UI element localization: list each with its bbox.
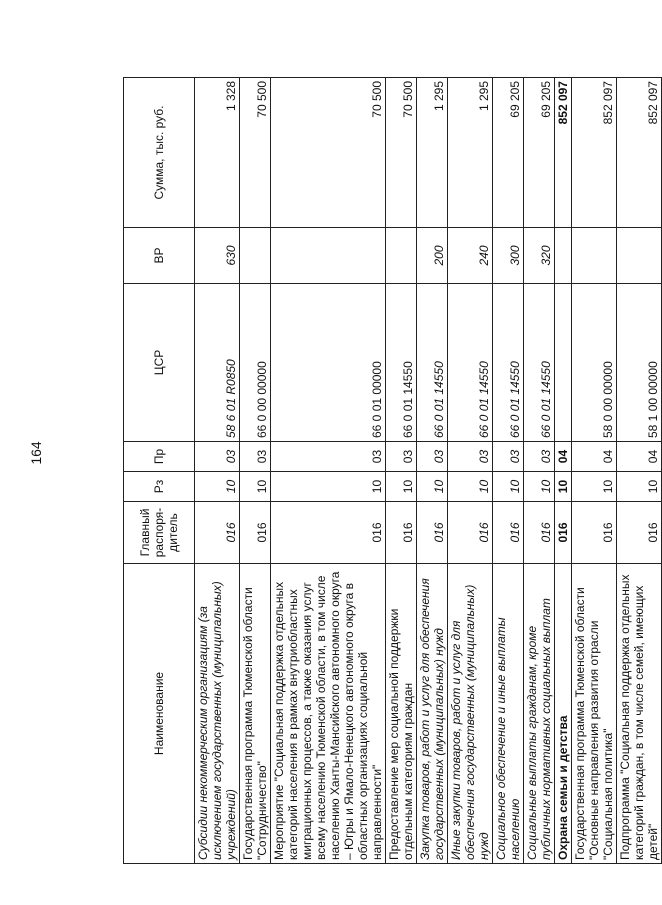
cell-vr: 300 [493, 228, 524, 284]
cell-sum: 69 205 [493, 78, 524, 228]
cell-admin: 016 [240, 502, 271, 564]
cell-sum: 1 328 [195, 78, 240, 228]
cell-name: Субсидии некоммерческим организациям (за исключением государственных (муниципальных) учреждений) [195, 564, 240, 864]
cell-admin: 016 [524, 502, 555, 564]
cell-name: Мероприятие "Социальная поддержка отдельных категорий населения в рамках внутриобластных миграционных процессов, а также оказания услуг всему населению Тюменской области, в том числе населению Ханты-Мансийского автономного округа – Югры и Ямало-Ненецкого автономного округа в областных организациях социальной направленности" [271, 564, 386, 864]
cell-admin: 016 [386, 502, 417, 564]
cell-admin: 016 [617, 502, 662, 564]
header-admin: Главный распоря-дитель [124, 502, 195, 564]
cell-rz: 10 [617, 472, 662, 502]
cell-vr [555, 228, 572, 284]
cell-sum: 1 295 [448, 78, 493, 228]
table-row [240, 78, 271, 864]
cell-vr [617, 228, 662, 284]
cell-csr: 58 0 00 00000 [572, 284, 617, 442]
cell-rz: 10 [493, 472, 524, 502]
cell-pr: 03 [493, 442, 524, 472]
cell-pr: 03 [417, 442, 448, 472]
cell-vr: 320 [524, 228, 555, 284]
header-vr: ВР [124, 228, 195, 284]
cell-rz: 10 [572, 472, 617, 502]
table-body [195, 78, 662, 864]
cell-name: Закупка товаров, работ и услуг для обеспечения государственных (муниципальных) нужд [417, 564, 448, 864]
cell-pr: 03 [195, 442, 240, 472]
cell-admin: 016 [195, 502, 240, 564]
table-row [195, 78, 240, 864]
cell-csr: 66 0 01 14550 [386, 284, 417, 442]
table-row [493, 78, 524, 864]
cell-admin: 016 [555, 502, 572, 564]
cell-pr: 03 [271, 442, 386, 472]
cell-csr: 58 6 01 R0850 [195, 284, 240, 442]
cell-sum: 852 097 [555, 78, 572, 228]
cell-pr: 03 [386, 442, 417, 472]
cell-csr: 66 0 00 00000 [240, 284, 271, 442]
cell-pr: 04 [555, 442, 572, 472]
cell-admin: 016 [448, 502, 493, 564]
cell-rz: 10 [195, 472, 240, 502]
cell-sum: 852 097 [572, 78, 617, 228]
cell-vr: 630 [195, 228, 240, 284]
cell-rz: 10 [448, 472, 493, 502]
table-row [448, 78, 493, 864]
cell-name: Предоставление мер социальной поддержки отдельным категориям граждан [386, 564, 417, 864]
cell-sum: 70 500 [240, 78, 271, 228]
cell-vr: 200 [417, 228, 448, 284]
budget-table-container [123, 78, 660, 864]
cell-csr: 66 0 01 14550 [524, 284, 555, 442]
page-number: 164 [28, 441, 44, 465]
cell-name: Социальное обеспечение и иные выплаты населению [493, 564, 524, 864]
cell-name: Государственная программа Тюменской области "Основные направления развития отрасли "Социальная политика" [572, 564, 617, 864]
cell-rz: 10 [417, 472, 448, 502]
table-row [524, 78, 555, 864]
cell-pr: 04 [572, 442, 617, 472]
cell-rz: 10 [240, 472, 271, 502]
cell-name: Социальные выплаты гражданам, кроме публичных нормативных социальных выплат [524, 564, 555, 864]
cell-csr: 66 0 01 14550 [493, 284, 524, 442]
table-header-row [124, 78, 195, 864]
cell-name: Государственная программа Тюменской области "Сотрудничество" [240, 564, 271, 864]
cell-admin: 016 [572, 502, 617, 564]
header-sum: Сумма, тыс. руб. [124, 78, 195, 228]
cell-pr: 03 [448, 442, 493, 472]
cell-sum: 70 500 [386, 78, 417, 228]
cell-name: Охрана семьи и детства [555, 564, 572, 864]
cell-csr: 66 0 01 14550 [417, 284, 448, 442]
table-row [555, 78, 572, 864]
cell-csr [555, 284, 572, 442]
cell-admin: 016 [271, 502, 386, 564]
cell-vr [271, 228, 386, 284]
cell-rz: 10 [271, 472, 386, 502]
table-row [386, 78, 417, 864]
cell-name: Иные закупки товаров, работ и услуг для обеспечения государственных (муниципальных) нужд [448, 564, 493, 864]
cell-pr: 04 [617, 442, 662, 472]
header-name: Наименование [124, 564, 195, 864]
cell-csr: 66 0 01 14550 [448, 284, 493, 442]
table-row [572, 78, 617, 864]
cell-admin: 016 [493, 502, 524, 564]
cell-name: Подпрограмма "Социальная поддержка отдельных категорий граждан, в том числе семей, имеющих детей" [617, 564, 662, 864]
cell-admin: 016 [417, 502, 448, 564]
budget-table [123, 77, 662, 864]
table-row [271, 78, 386, 864]
cell-vr [572, 228, 617, 284]
cell-sum: 69 205 [524, 78, 555, 228]
cell-rz: 10 [524, 472, 555, 502]
cell-rz: 10 [555, 472, 572, 502]
cell-pr: 03 [240, 442, 271, 472]
cell-sum: 1 295 [417, 78, 448, 228]
cell-sum: 852 097 [617, 78, 662, 228]
cell-csr: 58 1 00 00000 [617, 284, 662, 442]
cell-vr: 240 [448, 228, 493, 284]
cell-vr [240, 228, 271, 284]
header-csr: ЦСР [124, 284, 195, 442]
cell-csr: 66 0 01 00000 [271, 284, 386, 442]
cell-pr: 03 [524, 442, 555, 472]
cell-sum: 70 500 [271, 78, 386, 228]
cell-rz: 10 [386, 472, 417, 502]
header-rz: Рз [124, 472, 195, 502]
header-pr: Пр [124, 442, 195, 472]
cell-vr [386, 228, 417, 284]
table-row [417, 78, 448, 864]
table-row [617, 78, 662, 864]
